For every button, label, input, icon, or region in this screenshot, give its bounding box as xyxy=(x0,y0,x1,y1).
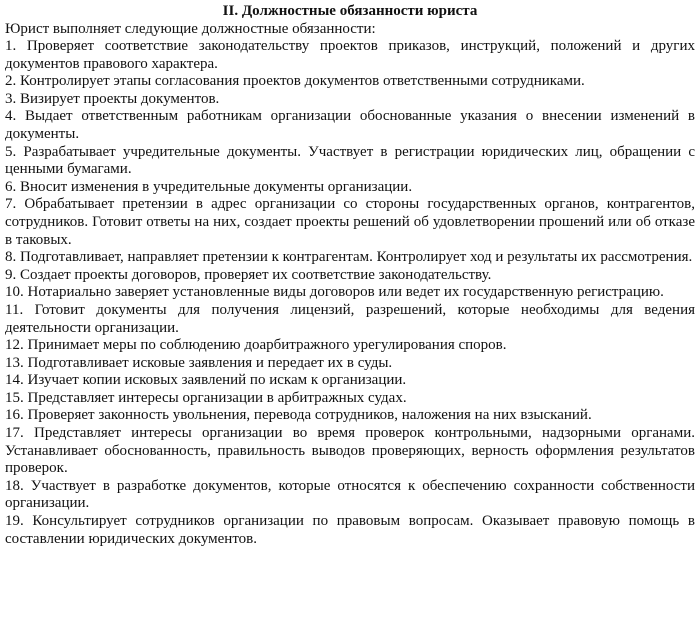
duty-item-17: 17. Представляет интересы организации во время проверок контрольными, надзорными органами. Устанавливает обоснованность, правильность выводов проверяющих, верность оформления результатов проверок. xyxy=(5,425,695,477)
duty-item-1: 1. Проверяет соответствие законодательству проектов приказов, инструкций, положений и других документов правового характера. xyxy=(5,38,695,72)
duty-item-14: 14. Изучает копии исковых заявлений по искам к организации. xyxy=(5,372,407,389)
duty-item-9: 9. Создает проекты договоров, проверяет их соответствие законодательству. xyxy=(5,266,492,283)
intro-text: Юрист выполняет следующие должностные обязанности: xyxy=(5,21,376,37)
duty-item-12: 12. Принимает меры по соблюдению доарбитражного урегулирования споров. xyxy=(5,337,507,354)
section-title: II. Должностные обязанности юриста xyxy=(222,3,478,19)
duties-list xyxy=(5,38,695,548)
duty-item-8: 8. Подготавливает, направляет претензии к контрагентам. Контролирует ход и результаты их рассмотрения. xyxy=(5,249,693,266)
duty-item-15: 15. Представляет интересы организации в арбитражных судах. xyxy=(5,389,407,406)
duty-item-7: 7. Обрабатывает претензии в адрес организации со стороны государственных органов, контрагентов, сотрудников. Готовит ответы на них, создает проекты решений об удовлетворении прошений или об отказе в таковых. xyxy=(5,196,695,248)
duty-item-19: 19. Консультирует сотрудников организации по правовым вопросам. Оказывает правовую помощь в составлении юридических документов. xyxy=(5,513,695,547)
duty-item-16: 16. Проверяет законность увольнения, перевода сотрудников, наложения на них взысканий. xyxy=(5,407,592,424)
duty-item-6: 6. Вносит изменения в учредительные документы организации. xyxy=(5,178,413,195)
duty-item-2: 2. Контролирует этапы согласования проектов документов ответственными сотрудниками. xyxy=(5,73,585,90)
duty-item-4: 4. Выдает ответственным работникам организации обоснованные указания о внесении изменений в документы. xyxy=(5,108,695,142)
duty-item-13: 13. Подготавливает исковые заявления и передает их в суды. xyxy=(5,354,393,371)
duty-item-18: 18. Участвует в разработке документов, которые относятся к обеспечению сохранности собственности организации. xyxy=(5,477,695,512)
duty-item-10: 10. Нотариально заверяет установленные виды договоров или ведет их государственную регистрацию. xyxy=(5,284,664,301)
duty-item-5: 5. Разрабатывает учредительные документы. Участвует в регистрации юридических лиц, обращении с ценными бумагами. xyxy=(5,143,695,178)
duty-item-3: 3. Визирует проекты документов. xyxy=(5,90,220,107)
duty-item-11: 11. Готовит документы для получения лицензий, разрешений, которые необходимы для ведения деятельности организации. xyxy=(5,301,695,336)
